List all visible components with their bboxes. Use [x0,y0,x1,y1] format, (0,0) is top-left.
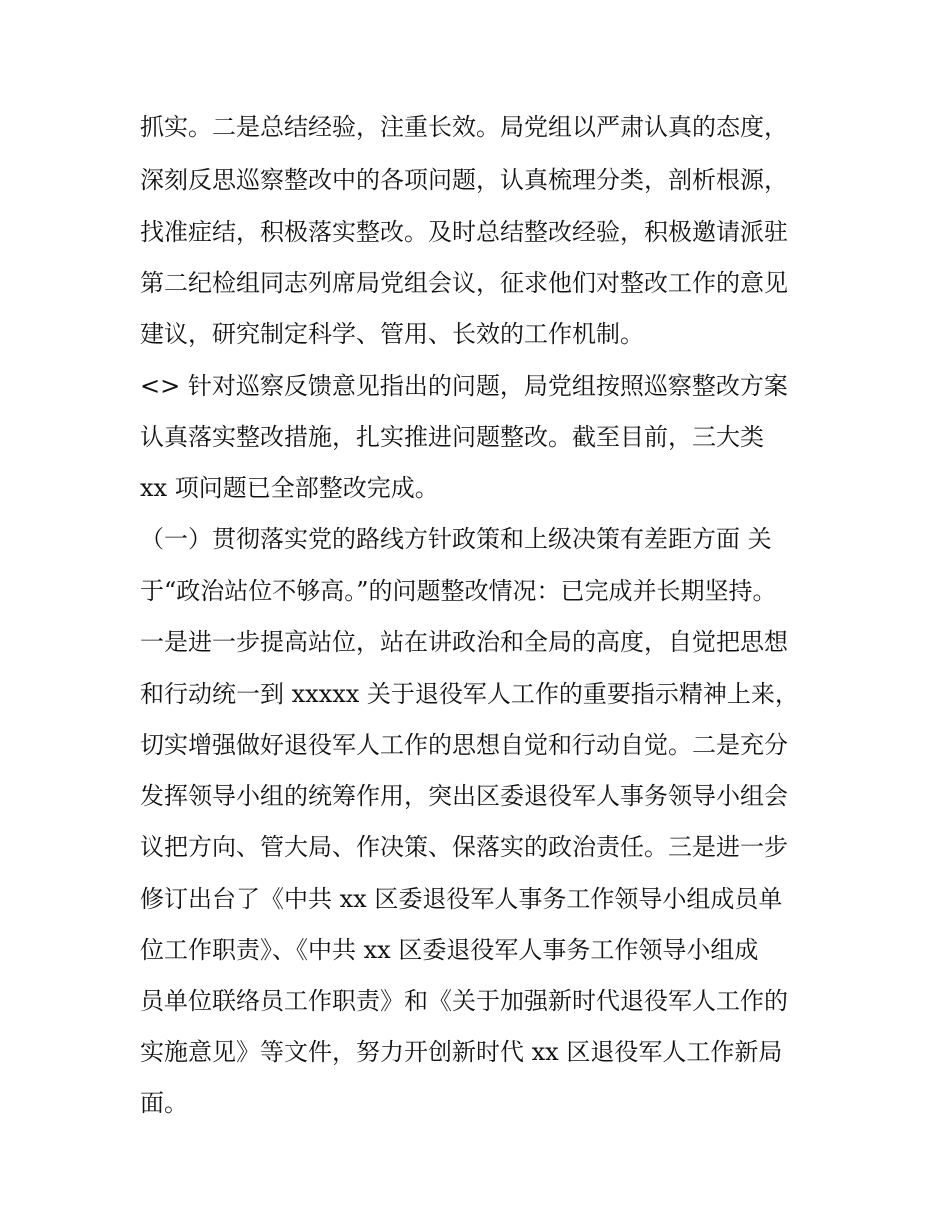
text-line: 员单位联络员工作职责》和《关于加强新时代退役军人工作的 [140,987,788,1015]
text-line: xx 项问题已全部整改完成。 [140,474,439,502]
text-line: 和行动统一到 xxxxx 关于退役军人工作的重要指示精神上来， [140,680,799,708]
text-line: 议把方向、管大局、作决策、保落实的政治责任。三是进一步 [140,833,788,861]
text-line: （一）贯彻落实党的路线方针政策和上级决策有差距方面 关 [140,525,772,553]
text-line: 建议，研究制定科学、管用、长效的工作机制。 [140,320,644,348]
text-line: <> 针对巡察反馈意见指出的问题，局党组按照巡察整改方案 [140,372,788,400]
text-line: 找准症结，积极落实整改。及时总结整改经验，积极邀请派驻 [140,218,788,246]
text-line: 面。 [140,1089,188,1117]
text-line: 深刻反思巡察整改中的各项问题，认真梳理分类，剖析根源， [140,166,788,194]
text-line: 第二纪检组同志列席局党组会议，征求他们对整改工作的意见 [140,269,788,297]
text-line: 于“政治站位不够高。”的问题整改情况：已完成并长期坚持。 [140,577,777,605]
text-line: 位工作职责》、《中共 xx 区委退役军人事务工作领导小组成 [140,936,759,964]
text-line: 一是进一步提高站位，站在讲政治和全局的高度，自觉把思想 [140,628,788,656]
text-line: 发挥领导小组的统筹作用，突出区委退役军人事务领导小组会 [140,782,788,810]
text-line: 实施意见》等文件，努力开创新时代 xx 区退役军人工作新局 [140,1038,783,1066]
text-line: 切实增强做好退役军人工作的思想自觉和行动自觉。二是充分 [140,731,788,759]
text-line: 认真落实整改措施，扎实推进问题整改。截至目前，三大类 [140,423,764,451]
text-line: 抓实。二是总结经验，注重长效。局党组以严肃认真的态度， [140,113,788,141]
text-line: 修订出台了《中共 xx 区委退役军人事务工作领导小组成员单 [140,885,783,913]
